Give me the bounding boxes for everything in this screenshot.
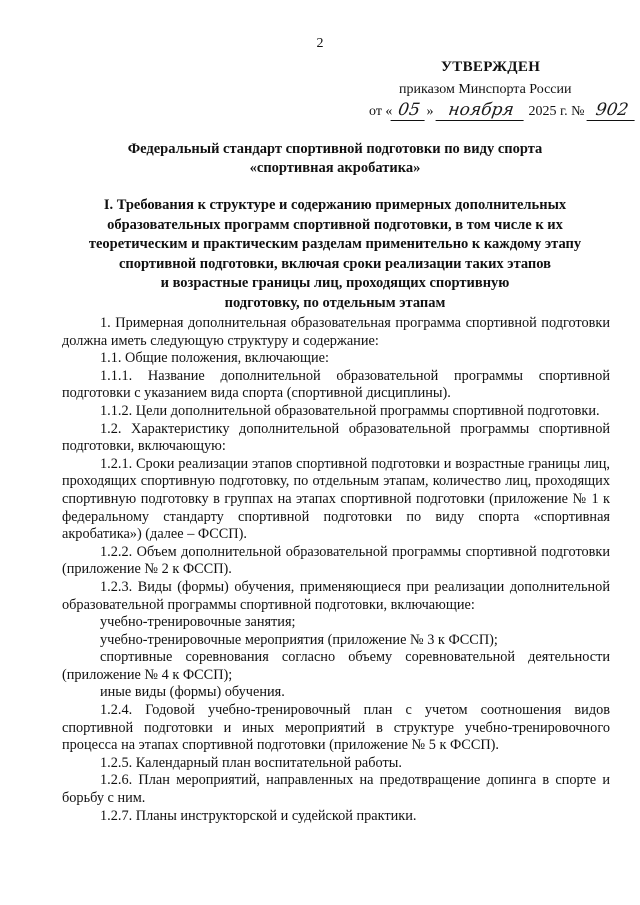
paragraph: 1.2.1. Сроки реализации этапов спортивной подготовки и возрастные границы лиц, проходящих спортивную подготовку, по отдельным этапам, количество лиц, проходящих спортивную подготовку в группах на этапах спортивной подготовки (приложение № 1 к федеральному стандарту спортивной подготовки по виду спорта «спортивная акробатика») (далее – ФССП). xyxy=(62,455,610,543)
document-title-line: «спортивная акробатика» xyxy=(249,160,421,176)
document-title-line: Федеральный стандарт спортивной подготовки по виду спорта xyxy=(127,141,543,157)
handwritten-day: 05 xyxy=(391,100,428,121)
document-body xyxy=(62,315,610,825)
section-title-line: подготовку, по отдельным этапам xyxy=(224,294,446,311)
approval-order-line: приказом Минспорта России xyxy=(399,82,572,97)
section-title-line: и возрастные границы лиц, проходящих спортивную xyxy=(160,275,510,291)
paragraph: 1.2.5. Календарный план воспитательной работы. xyxy=(100,754,402,771)
date-mid: » xyxy=(426,104,434,119)
paragraph: 1. Примерная дополнительная образовательная программа спортивной подготовки должна иметь следующую структуру и содержание: xyxy=(62,315,610,349)
paragraph: учебно-тренировочные занятия; xyxy=(100,614,296,631)
section-title-line: спортивной подготовки, включая сроки реализации таких этапов xyxy=(118,255,551,272)
paragraph: учебно-тренировочные мероприятия (приложение № 3 к ФССП); xyxy=(100,631,498,648)
date-year: 2025 г. № xyxy=(528,104,585,119)
date-prefix: от « xyxy=(369,104,393,119)
paragraph: 1.2.7. Планы инструкторской и судейской практики. xyxy=(100,807,417,824)
section-title-line: теоретическим и практическим разделам применительно к каждому этапу xyxy=(88,236,582,252)
approval-stamp xyxy=(369,55,630,121)
approval-date-line xyxy=(369,100,630,121)
paragraph: 1.1.2. Цели дополнительной образовательной программы спортивной подготовки. xyxy=(100,402,600,419)
page-number: 2 xyxy=(316,36,324,51)
paragraph: 1.2.3. Виды (формы) обучения, применяющиеся при реализации дополнительной образовательной программы спортивной подготовки, включающие: xyxy=(62,578,610,613)
paragraph: 1.2. Характеристику дополнительной образовательной программы спортивной подготовки, включающую: xyxy=(62,420,610,455)
paragraph: 1.1. Общие положения, включающие: xyxy=(100,350,329,367)
handwritten-order-number: 902 xyxy=(586,100,637,121)
document-title xyxy=(60,140,610,178)
paragraph: 1.2.2. Объем дополнительной образовательной программы спортивной подготовки (приложение № 2 к ФССП). xyxy=(62,543,610,578)
paragraph: спортивные соревнования согласно объему соревновательной деятельности (приложение № 4 к ФССП); xyxy=(62,649,610,683)
approval-title: УТВЕРЖДЕН xyxy=(441,59,541,75)
paragraph: иные виды (формы) обучения. xyxy=(100,684,285,701)
section-title-line: I. Требования к структуре и содержанию примерных дополнительных xyxy=(103,197,567,213)
paragraph: 1.2.6. План мероприятий, направленных на предотвращение допинга в спорте и борьбу с ним. xyxy=(62,772,610,807)
paragraph: 1.1.1. Название дополнительной образовательной программы спортивной подготовки с указанием вида спорта (спортивной дисциплины). xyxy=(62,367,610,402)
handwritten-month: ноября xyxy=(435,100,526,121)
paragraph: 1.2.4. Годовой учебно-тренировочный план с учетом соотношения видов спортивной подготовки и иных мероприятий в структуре учебно-тренировочного процесса на этапах спортивной подготовки (приложение № 5 к ФССП). xyxy=(62,702,610,754)
section-title-line: образовательных программ спортивной подготовки, в том числе к их xyxy=(107,216,563,233)
section-title xyxy=(60,196,610,313)
